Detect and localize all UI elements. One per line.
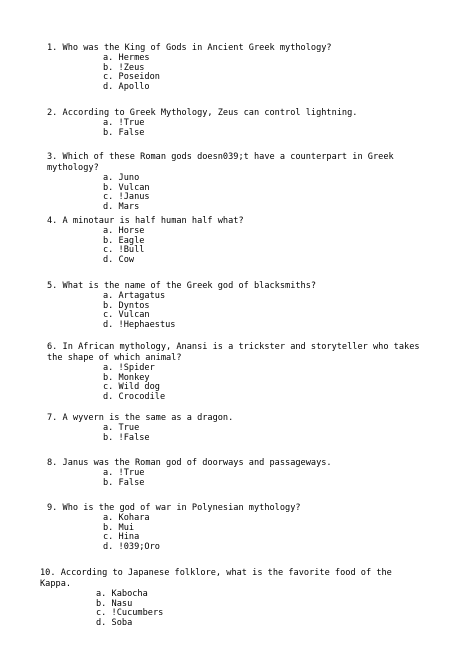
- option-letter: b.: [103, 300, 114, 311]
- option-letter: a.: [103, 173, 114, 183]
- question-number: 8.: [47, 458, 58, 468]
- question-prompt: Who was the King of Gods in Ancient Greek mythology?: [62, 43, 332, 53]
- option-letter: b.: [103, 372, 114, 383]
- option-text: !False: [118, 432, 150, 443]
- option-text: !True: [118, 468, 145, 478]
- question-prompt: A wyvern is the same as a dragon.: [62, 413, 234, 423]
- answer-option: [47, 256, 427, 266]
- question-number: 5.: [47, 281, 58, 291]
- question-number: 7.: [47, 413, 58, 423]
- question-number: 9.: [47, 503, 58, 513]
- question-number: 4.: [47, 216, 58, 226]
- question-5: [47, 281, 427, 330]
- option-text: !Spider: [118, 363, 155, 373]
- option-letter: a.: [103, 118, 114, 128]
- option-letter: d.: [103, 391, 114, 402]
- question-prompt: A minotaur is half human half what?: [62, 216, 244, 226]
- option-letter: b.: [103, 477, 114, 488]
- question-7: [47, 413, 427, 443]
- option-text: !Zeus: [118, 62, 145, 73]
- option-letter: d.: [103, 201, 114, 212]
- question-prompt: In African mythology, Anansi is a trickster and storyteller who takes the shape of which animal?: [47, 342, 425, 363]
- option-letter: a.: [103, 291, 114, 301]
- question-number: 1.: [47, 43, 58, 53]
- option-letter: c.: [103, 532, 114, 543]
- answer-option: [47, 393, 427, 403]
- option-text: !Hephaestus: [118, 319, 176, 330]
- option-letter: b.: [103, 522, 114, 533]
- option-text: Poseidon: [118, 72, 160, 83]
- option-text: !Bull: [118, 245, 145, 256]
- answer-option: [47, 203, 427, 213]
- option-text: False: [118, 477, 145, 488]
- option-text: Juno: [118, 173, 140, 183]
- option-letter: b.: [103, 62, 114, 73]
- option-text: !Janus: [118, 192, 150, 203]
- option-text: Cow: [118, 254, 135, 265]
- question-3: [47, 152, 427, 212]
- option-letter: c.: [103, 72, 114, 83]
- option-text: Wild dog: [118, 382, 160, 393]
- question-number: 10.: [40, 568, 56, 578]
- option-letter: b.: [103, 235, 114, 246]
- option-letter: a.: [103, 53, 114, 63]
- option-letter: d.: [96, 617, 107, 628]
- option-text: Soba: [111, 617, 133, 628]
- option-text: Monkey: [118, 372, 150, 383]
- option-text: Crocodile: [118, 391, 166, 402]
- option-text: Vulcan: [118, 182, 150, 193]
- option-letter: b.: [96, 598, 107, 609]
- question-text: [47, 152, 427, 174]
- option-letter: a.: [103, 513, 114, 523]
- option-text: Mars: [118, 201, 140, 212]
- option-letter: d.: [103, 541, 114, 552]
- question-prompt: According to Greek Mythology, Zeus can control lightning.: [62, 108, 358, 118]
- option-text: Mui: [118, 522, 135, 533]
- option-letter: a.: [103, 423, 114, 433]
- option-letter: c.: [103, 310, 114, 321]
- question-prompt: Which of these Roman gods doesn039;t have a counterpart in Greek mythology?: [47, 152, 399, 173]
- option-text: Kohara: [118, 513, 150, 523]
- option-text: !039;Oro: [118, 541, 160, 552]
- option-text: True: [118, 423, 140, 433]
- option-letter: c.: [103, 192, 114, 203]
- question-8: [47, 458, 427, 488]
- option-text: Hina: [118, 532, 140, 543]
- option-text: Vulcan: [118, 310, 150, 321]
- option-text: Hermes: [118, 53, 150, 63]
- option-letter: d.: [103, 254, 114, 265]
- option-letter: d.: [103, 81, 114, 92]
- option-letter: c.: [103, 382, 114, 393]
- option-letter: b.: [103, 182, 114, 193]
- question-6: [47, 342, 427, 402]
- option-text: False: [118, 127, 145, 138]
- option-letter: c.: [96, 608, 107, 619]
- option-text: Apollo: [118, 81, 150, 92]
- option-letter: b.: [103, 127, 114, 138]
- option-letter: a.: [103, 226, 114, 236]
- answer-option: [47, 129, 427, 139]
- option-letter: b.: [103, 432, 114, 443]
- option-letter: a.: [103, 363, 114, 373]
- option-letter: d.: [103, 319, 114, 330]
- question-prompt: According to Japanese folklore, what is the favorite food of the Kappa.: [40, 568, 398, 589]
- option-text: Horse: [118, 226, 145, 236]
- answer-option: [47, 321, 427, 331]
- answer-option: [47, 479, 427, 489]
- answer-option: [47, 543, 427, 553]
- option-text: Eagle: [118, 235, 145, 246]
- question-number: 3.: [47, 152, 58, 162]
- answer-option: [47, 83, 427, 93]
- option-letter: c.: [103, 245, 114, 256]
- question-text: [40, 568, 420, 590]
- answer-option: [40, 619, 420, 629]
- option-text: !Cucumbers: [111, 608, 164, 619]
- question-text: [47, 342, 427, 364]
- question-number: 6.: [47, 342, 58, 352]
- question-number: 2.: [47, 108, 58, 118]
- question-prompt: Janus was the Roman god of doorways and passageways.: [62, 458, 332, 468]
- option-text: !True: [118, 118, 145, 128]
- option-text: Kabocha: [111, 589, 148, 599]
- question-2: [47, 108, 427, 138]
- option-text: Nasu: [111, 598, 133, 609]
- question-9: [47, 503, 427, 552]
- option-letter: a.: [103, 468, 114, 478]
- option-text: Dyntos: [118, 300, 150, 311]
- option-text: Artagatus: [118, 291, 166, 301]
- option-letter: a.: [96, 589, 107, 599]
- question-prompt: Who is the god of war in Polynesian mythology?: [62, 503, 301, 513]
- answer-option: [47, 434, 427, 444]
- question-10: [40, 568, 420, 628]
- question-4: [47, 216, 427, 265]
- question-1: [47, 43, 427, 92]
- question-prompt: What is the name of the Greek god of blacksmiths?: [62, 281, 317, 291]
